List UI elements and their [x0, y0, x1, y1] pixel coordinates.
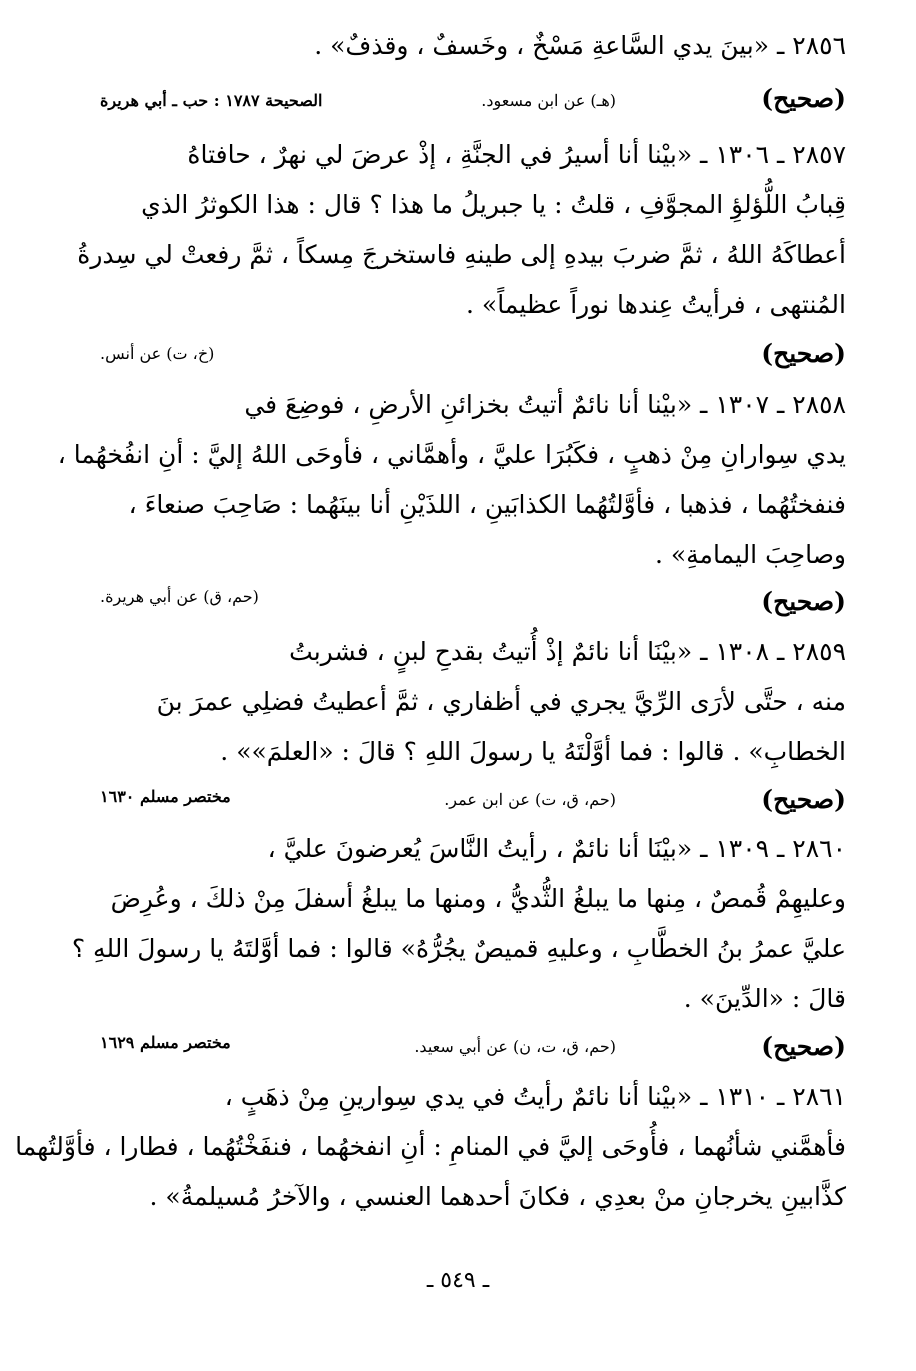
grade-label: (صحيح)	[761, 587, 846, 616]
source-ref: مختصر مسلم ١٦٢٩	[100, 1033, 231, 1052]
hadith-line: ٢٨٥٩ ـ ١٣٠٨ ـ «بيْنَا أنا نائمٌ إذْ أُتيتُ بقدحِ لبنٍ ، فشربتُ	[289, 637, 846, 666]
hadith-line: أعطاكَهُ اللهُ ، ثمَّ ضربَ بيدهِ إلى طينهِ فاستخرجَ مِسكاً ، ثمَّ رفعتْ لي سِدرةُ	[77, 240, 846, 269]
hadith-line: قِبابُ اللُّؤلؤِ المجوَّفِ ، قلتُ : يا جبريلُ ما هذا ؟ قال : هذا الكوثرُ الذي	[141, 190, 846, 219]
hadith-line: عليَّ عمرُ بنُ الخطَّابِ ، وعليهِ قميصٌ يجُرُّهُ» قالوا : فما أوَّلتَهُ يا رسولَ اللهِ ؟	[71, 934, 846, 963]
hadith-line: ٢٨٦٠ ـ ١٣٠٩ ـ «بيْنَا أنا نائمٌ ، رأيتُ النَّاسَ يُعرضونَ عليَّ ،	[267, 834, 846, 863]
grade-label: (صحيح)	[761, 84, 846, 113]
source-ref: الصحيحة ١٧٨٧ : حب ـ أبي هريرة	[100, 91, 323, 110]
hadith-line: منه ، حتَّى لأرَى الرِّيَّ يجري في أظفاري ، ثمَّ أعطيتُ فضلِي عمرَ بنَ	[156, 687, 846, 716]
hadith-line: ٢٨٦١ ـ ١٣١٠ ـ «بيْنا أنا نائمٌ رأيتُ في يدي سِوارينِ مِنْ ذهَبٍ ،	[224, 1082, 846, 1111]
hadith-line: وعليهِمْ قُمصٌ ، مِنها ما يبلغُ الثُّديُّ ، ومنها ما يبلغُ أسفلَ مِنْ ذلكَ ، وعُرِضَ	[110, 884, 846, 913]
narrator-ref: (هـ) عن ابن مسعود.	[481, 91, 616, 110]
hadith-line: الخطابِ» . قالوا : فما أوَّلْتَهُ يا رسولَ اللهِ ؟ قالَ : «العلمَ»» .	[220, 737, 846, 766]
grade-label: (صحيح)	[761, 339, 846, 368]
narrator-ref: (حم، ق، ت، ن) عن أبي سعيد.	[414, 1037, 616, 1056]
hadith-line: كذَّابينِ يخرجانِ منْ بعدِي ، فكانَ أحدهما العنسي ، والآخرُ مُسيلمةُ» .	[149, 1182, 846, 1211]
narrator-ref: (حم، ق) عن أبي هريرة.	[100, 587, 259, 606]
hadith-line: قالَ : «الدِّينَ» .	[683, 984, 846, 1013]
narrator-ref: (حم، ق، ت) عن ابن عمر.	[444, 790, 616, 809]
hadith-line: ٢٨٥٧ ـ ١٣٠٦ ـ «بيْنا أنا أسيرُ في الجنَّةِ ، إذْ عرضَ لي نهرٌ ، حافتاهُ	[187, 140, 846, 169]
grade-label: (صحيح)	[761, 785, 846, 814]
grade-label: (صحيح)	[761, 1032, 846, 1061]
hadith-line: وصاحِبَ اليمامةِ» .	[654, 540, 846, 569]
source-ref: مختصر مسلم ١٦٣٠	[100, 787, 231, 806]
narrator-ref: (خ، ت) عن أنس.	[100, 344, 215, 363]
hadith-line: المُنتهى ، فرأيتُ عِندها نوراً عظيماً» .	[466, 290, 846, 319]
hadith-line: فأهمَّني شأنُهما ، فأُوحَى إليَّ في المنامِ : أنِ انفخهُما ، فنفَخْتُهُما ، فطارا ، فأوَّلتُهما	[15, 1132, 846, 1161]
hadith-line: فنفختُهُما ، فذهبا ، فأوَّلتُهُما الكذابَينِ ، اللذَيْنِ أنا بينَهُما : صَاحِبَ صنعاءَ ،	[128, 490, 846, 519]
page-number: ـ ٥٤٩ ـ	[426, 1268, 490, 1293]
hadith-line: ٢٨٥٨ ـ ١٣٠٧ ـ «بيْنا أنا نائمٌ أتيتُ بخزائنِ الأرضِ ، فوضِعَ في	[244, 390, 846, 419]
hadith-line: يدي سِوارانِ مِنْ ذهبٍ ، فكَبُرَا عليَّ ، وأهمَّاني ، فأوحَى اللهُ إليَّ : أنِ انفُخهُما ،	[57, 440, 846, 469]
hadith-line: ٢٨٥٦ ـ «بينَ يدي السَّاعةِ مَسْخٌ ، وخَسفٌ ، وقذفٌ» .	[314, 31, 846, 60]
